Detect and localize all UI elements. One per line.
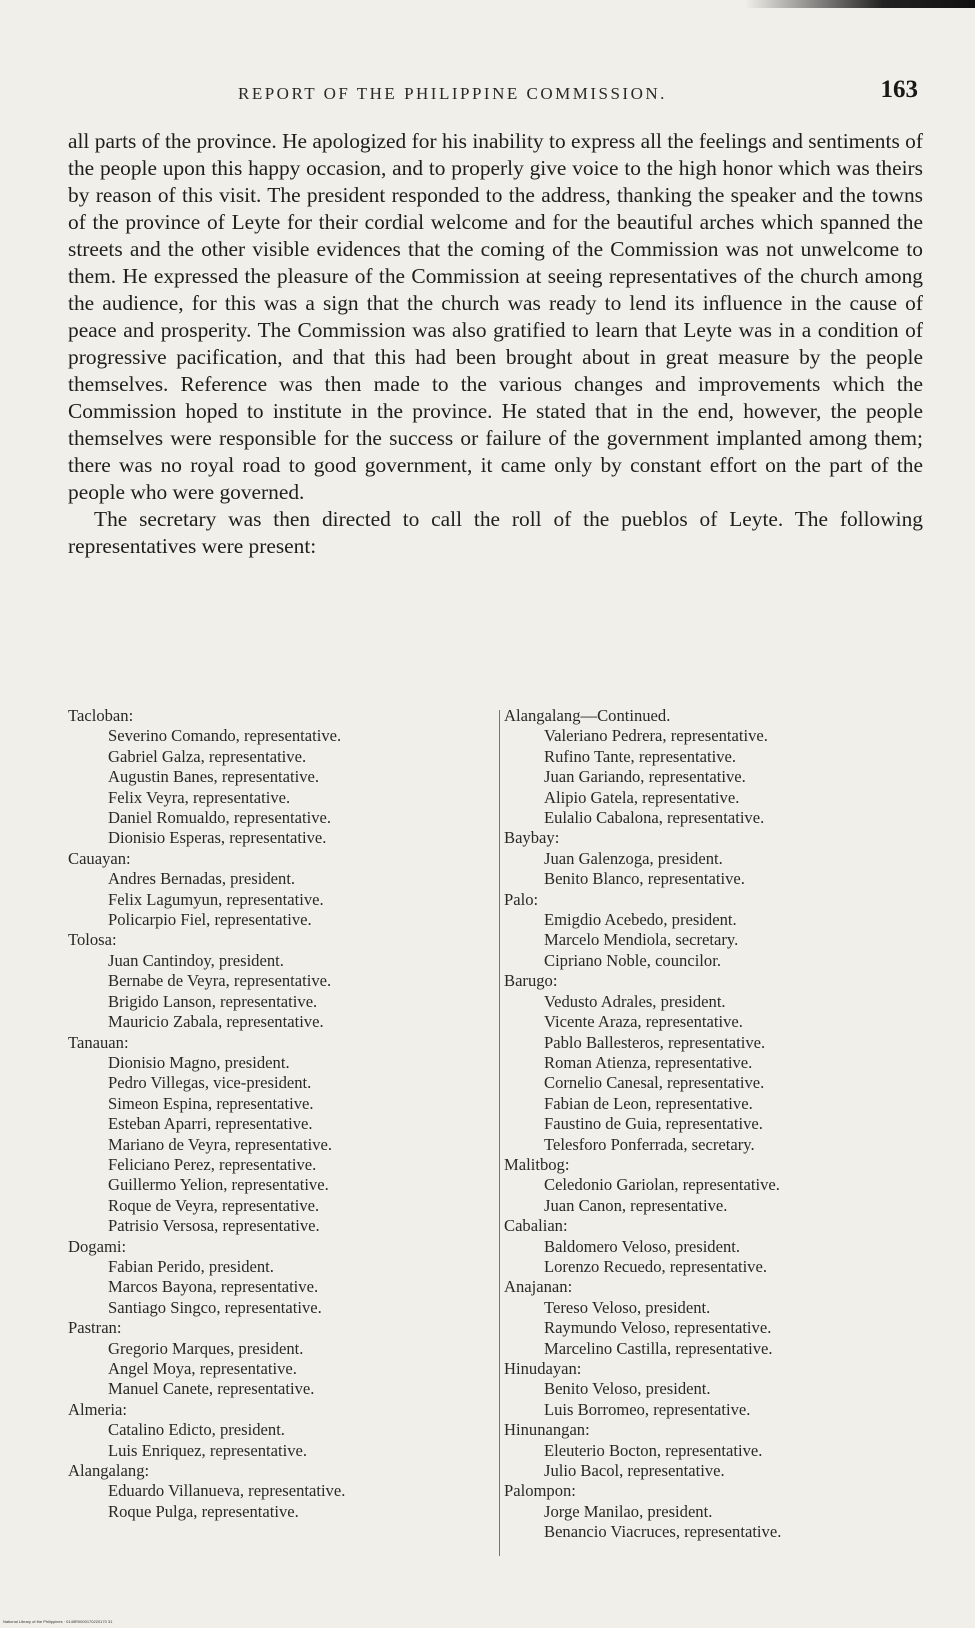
pueblo-name: Hinudayan: <box>504 1359 582 1378</box>
representative-entry: Policarpio Fiel, representative. <box>108 910 312 930</box>
representative-entry: Manuel Canete, representative. <box>108 1379 315 1399</box>
representative-entry: Cipriano Noble, councilor. <box>544 950 721 970</box>
representative-entry: Patrisio Versosa, representative. <box>108 1216 320 1236</box>
representative-entry: Simeon Espina, representative. <box>108 1093 314 1113</box>
representative-entry: Juan Cantindoy, president. <box>108 950 284 970</box>
representative-entry: Marcos Bayona, representative. <box>108 1277 319 1297</box>
representative-entry: Marcelo Mendiola, secretary. <box>544 930 739 950</box>
pueblo-name: Alangalang: <box>68 1461 150 1481</box>
representative-entry: Juan Gariando, representative. <box>544 767 746 787</box>
representative-entry: Esteban Aparri, representative. <box>108 1114 313 1134</box>
pueblo-name: Alangalang—Continued. <box>504 706 671 725</box>
roll-of-pueblos <box>68 706 928 1586</box>
representative-entry: Vedusto Adrales, president. <box>544 991 726 1011</box>
pueblo-name: Tolosa: <box>68 930 117 950</box>
representative-entry: Bernabe de Veyra, representative. <box>108 971 332 991</box>
representative-entry: Marcelino Castilla, representative. <box>544 1338 773 1358</box>
representative-entry: Dionisio Magno, president. <box>108 1052 290 1072</box>
pueblo-name: Cabalian: <box>504 1216 568 1236</box>
paragraph-roll-call: The secretary was then directed to call the roll of the pueblos of Leyte. The following representatives were present: <box>68 507 923 558</box>
running-title: REPORT OF THE PHILIPPINE COMMISSION. <box>238 84 667 103</box>
representative-entry: Daniel Romualdo, representative. <box>108 808 332 828</box>
representative-entry: Lorenzo Recuedo, representative. <box>544 1256 767 1276</box>
representative-entry: Baldomero Veloso, president. <box>544 1236 741 1256</box>
representative-entry: Felix Veyra, representative. <box>108 787 291 807</box>
representative-entry: Pablo Ballesteros, representative. <box>544 1032 766 1052</box>
representative-entry: Augustin Banes, representative. <box>108 767 320 787</box>
representative-entry: Julio Bacol, representative. <box>544 1461 725 1481</box>
representative-entry: Vicente Araza, representative. <box>544 1012 743 1032</box>
representative-entry: Severino Comando, representative. <box>108 726 342 746</box>
representative-entry: Emigdio Acebedo, president. <box>544 910 737 930</box>
library-footer: National Library of the Philippines · 0145R0000170220170 31 <box>3 1619 113 1624</box>
pueblo-name: Dogami: <box>68 1236 127 1256</box>
scan-edge-shadow <box>745 0 975 8</box>
representative-entry: Catalino Edicto, president. <box>108 1420 285 1440</box>
representative-entry: Telesforo Ponferrada, secretary. <box>544 1134 755 1154</box>
pueblo-name: Palompon: <box>504 1481 576 1501</box>
pueblo-name: Hinunangan: <box>504 1420 590 1440</box>
representative-entry: Tereso Veloso, president. <box>544 1297 711 1317</box>
representative-entry: Benito Veloso, president. <box>544 1379 711 1399</box>
representative-entry: Eulalio Cabalona, representative. <box>544 808 765 828</box>
representative-entry: Gabriel Galza, representative. <box>108 746 307 766</box>
representative-entry: Roque de Veyra, representative. <box>108 1195 320 1215</box>
representative-entry: Luis Borromeo, representative. <box>544 1399 751 1419</box>
representative-entry: Benancio Viacruces, representative. <box>544 1522 782 1542</box>
pueblo-name: Baybay: <box>504 828 560 848</box>
page-number: 163 <box>880 76 918 103</box>
representative-entry: Eduardo Villanueva, representative. <box>108 1481 346 1501</box>
pueblo-name: Pastran: <box>68 1318 122 1338</box>
representative-entry: Roque Pulga, representative. <box>108 1501 299 1521</box>
representative-entry: Faustino de Guia, representative. <box>544 1114 763 1134</box>
representative-entry: Mauricio Zabala, representative. <box>108 1012 324 1032</box>
representative-entry: Jorge Manilao, president. <box>544 1501 713 1521</box>
pueblo-name: Anajanan: <box>504 1277 573 1297</box>
representative-entry: Juan Galenzoga, president. <box>544 848 723 868</box>
body-text <box>68 128 923 560</box>
roll-column-left <box>68 706 492 1522</box>
representative-entry: Feliciano Perez, representative. <box>108 1154 317 1174</box>
representative-entry: Dionisio Esperas, representative. <box>108 828 327 848</box>
representative-entry: Juan Canon, representative. <box>544 1195 728 1215</box>
pueblo-name: Tanauan: <box>68 1032 129 1052</box>
representative-entry: Raymundo Veloso, representative. <box>544 1318 772 1338</box>
representative-entry: Brigido Lanson, representative. <box>108 991 318 1011</box>
representative-entry: Gregorio Marques, president. <box>108 1338 304 1358</box>
pueblo-name: Almeria: <box>68 1399 127 1419</box>
representative-entry: Mariano de Veyra, representative. <box>108 1134 333 1154</box>
representative-entry: Santiago Singco, representative. <box>108 1297 322 1317</box>
page-header <box>68 76 918 112</box>
representative-entry: Andres Bernadas, president. <box>108 869 296 889</box>
pueblo-name: Malitbog: <box>504 1154 570 1174</box>
pueblo-name: Cauayan: <box>68 848 131 868</box>
paragraph-continuation: all parts of the province. He apologized for his inability to express all the feelings and sentiments of the people upon this happy occasion, and to properly give voice to the high honor which was theirs by reason of this visit. The president responded to the address, thanking the speaker and the towns of the province of Leyte for their cordial welcome and for the beautiful arches which spanned the streets and the other visible evidences that the coming of the Commission was not unwelcome to them. He expressed the pleasure of the Commission at seeing representatives of the church among the audience, for this was a sign that the church was ready to lend its influence in the cause of peace and prosperity. The Commission was also gratified to learn that Leyte was in a condition of progressive pacification, and that this had been brought about in great measure by the people themselves. Reference was then made to the various changes and improvements which the Commission hoped to institute in the province. He stated that in the end, however, the people themselves were responsible for the success or failure of the government implanted among them; there was no royal road to good government, it came only by constant effort on the part of the people who were governed. <box>68 129 923 504</box>
pueblo-name: Barugo: <box>504 971 558 991</box>
representative-entry: Cornelio Canesal, representative. <box>544 1073 765 1093</box>
representative-entry: Luis Enriquez, representative. <box>108 1440 308 1460</box>
representative-entry: Felix Lagumyun, representative. <box>108 889 324 909</box>
representative-entry: Valeriano Pedrera, representative. <box>544 726 768 746</box>
representative-entry: Angel Moya, representative. <box>108 1359 297 1378</box>
representative-entry: Guillermo Yelion, representative. <box>108 1175 329 1195</box>
representative-entry: Rufino Tante, representative. <box>544 746 737 766</box>
representative-entry: Celedonio Gariolan, representative. <box>544 1175 780 1195</box>
pueblo-name: Tacloban: <box>68 706 134 725</box>
roll-column-right <box>504 706 928 1543</box>
representative-entry: Fabian de Leon, representative. <box>544 1093 753 1113</box>
representative-entry: Benito Blanco, representative. <box>544 869 745 889</box>
representative-entry: Alipio Gatela, representative. <box>544 787 740 807</box>
representative-entry: Eleuterio Bocton, representative. <box>544 1440 763 1460</box>
representative-entry: Roman Atienza, representative. <box>544 1052 753 1072</box>
representative-entry: Pedro Villegas, vice-president. <box>108 1073 312 1093</box>
representative-entry: Fabian Perido, president. <box>108 1256 274 1276</box>
pueblo-name: Palo: <box>504 889 539 909</box>
column-divider <box>499 710 500 1556</box>
